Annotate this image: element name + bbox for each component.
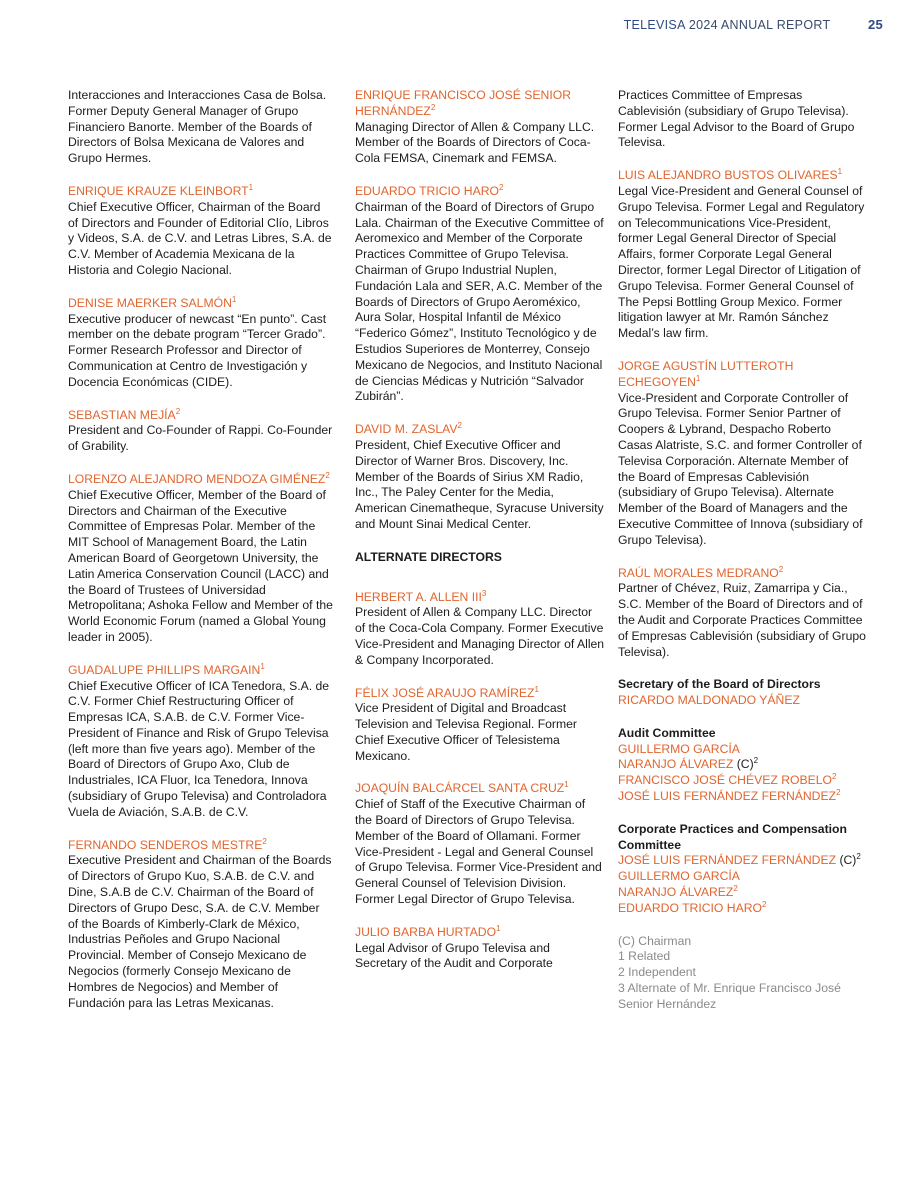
column-1 — [68, 88, 333, 1028]
director-entry — [355, 184, 605, 405]
director-bio: President of Allen & Company LLC. Director of the Coca-Cola Company. Former Executive Vice-President and Managing Director of Allen & Company Incorporated. — [355, 605, 605, 667]
director-bio: Vice President of Digital and Broadcast Television and Televisa Regional. Former Chief Executive Officer of Telesistema Mexicano. — [355, 701, 577, 763]
director-name: GUADALUPE PHILLIPS MARGAIN$^1$ — [68, 661, 265, 677]
continued-text: Interacciones and Interacciones Casa de Bolsa. Former Deputy General Manager of Grupo Financiero Banorte. Member of the Boards of Directors of Bolsa Mexicana de Valores and Grupo Hermes. — [68, 88, 327, 166]
brand-name: TELEVISA — [623, 18, 686, 32]
legend-item: 3 Alternate of Mr. Enrique Francisco José Senior Hernández — [618, 981, 841, 1011]
audit-committee-label: Audit Committee — [618, 725, 716, 740]
alternate-entry — [618, 566, 866, 661]
director-entry — [68, 408, 333, 455]
committee-member: GUILLERMO GARCÍA — [618, 741, 740, 756]
alternate-entry — [355, 781, 605, 907]
legend — [618, 934, 866, 1013]
director-entry — [355, 88, 605, 167]
director-name: FERNANDO SENDEROS MESTRE$^2$ — [68, 836, 267, 852]
committee-member: NARANJO ÁLVAREZ $(C)^2$ — [618, 756, 759, 772]
alternate-entry — [355, 925, 605, 972]
secretary-label: Secretary of the Board of Directors — [618, 677, 821, 692]
legend-item: (C) Chairman — [618, 933, 692, 948]
committee-member: GUILLERMO GARCÍA — [618, 869, 740, 884]
director-name: DENISE MAERKER SALMÓN$^1$ — [68, 294, 237, 310]
page-header — [624, 17, 883, 32]
director-entry — [68, 472, 333, 646]
director-bio: Chairman of the Board of Directors of Grupo Lala. Chairman of the Executive Committee of Aeromexico and Member of the Corporate Practices Committee of Grupo Televisa. Chairman of Grupo Industrial Nuplen, Fundación Lala and SER, A.C. Member of the Boards of Directors of Grupo Aeroméxico, Aura Solar, Hospital Infantil de México “Federico Gómez”, Instituto Tecnológico y de Estudios Superiores de Monterrey, Consejo Mexicano de Negocios, and Instituto Nacional de Ciencias Médicas y Nutrición “Salvador Zubirán”. — [355, 199, 604, 404]
report-title: 2024 ANNUAL REPORT — [688, 18, 831, 32]
director-name: FÉLIX JOSÉ ARAUJO RAMÍREZ$^1$ — [355, 684, 539, 700]
committee-member: JOSÉ LUIS FERNÁNDEZ FERNÁNDEZ $(C)^2$ — [618, 852, 861, 868]
director-entry — [68, 184, 333, 279]
director-bio: Chief of Staff of the Executive Chairman of the Board of Directors of Grupo Televisa. Member of the Board of Ollamani. Former Vice-President - Legal and General Counsel of Grupo Televisa. Former Vice-President and General Counsel of Television Division. Former Legal Director of Grupo Televisa. — [355, 797, 602, 907]
committee-member: EDUARDO TRICIO HARO$^2$ — [618, 899, 767, 915]
director-name: DAVID M. ZASLAV$^2$ — [355, 421, 462, 437]
director-name: RAÚL MORALES MEDRANO$^2$ — [618, 564, 784, 580]
director-name: LORENZO ALEJANDRO MENDOZA GIMÉNEZ$^2$ — [68, 470, 330, 486]
director-bio: Chief Executive Officer, Member of the Board of Directors and Chairman of the Executive Committee of Empresas Polar. Member of the MIT School of Management Board, the Latin American Board of Georgetown University, the Latin America Conservation Council (LACC) and the Board of Trustees of Universidad Metropolitana; Ashoka Fellow and Member of the World Economic Forum (named a Global Young leader in 2005). — [68, 487, 333, 644]
director-entry — [68, 296, 333, 391]
director-name: ENRIQUE KRAUZE KLEINBORT$^1$ — [68, 182, 254, 198]
director-bio: Chief Executive Officer of ICA Tenedora, S.A. de C.V. Former Chief Restructuring Officer of Empresas ICA, S.A.B. de C.V. Former Vice-President of Finance and Risk of Grupo Televisa (left more than five years ago). Member of the Board of Directors of Grupo Axo, Club de Industriales, ICA Fluor, Ica Tenedora, Innova (subsidiary of Grupo Televisa) and Controladora Vuela de Aviación, S.A.B. de C.V. — [68, 678, 330, 819]
column-2 — [355, 88, 605, 989]
alternate-entry — [355, 590, 605, 669]
director-bio: Vice-President and Corporate Controller of Grupo Televisa. Former Senior Partner of Coopers & Lybrand, Despacho Roberto Casas Alatriste, S.C. and former Controller of Televisa Corporación. Alternate Member of the Board of Empresas Cablevisión (subsidiary of Grupo Televisa). Alternate Member of the Board of Managers and the Executive Committee of Innova (subsidiary of Grupo Televisa). — [618, 390, 863, 547]
director-bio: Executive President and Chairman of the Boards of Directors of Grupo Kuo, S.A.B. de C.V. and Dine, S.A.B de C.V. Chairman of the Board of Directors of Grupo Desc, S.A. de C.V. Member of the Boards of Kimberly-Clark de México, Industrias Peñoles and Grupo Nacional Provincial. Member of Consejo Mexicano de Negocios (formerly Consejo Mexicano de Hombres de Negocios) and Member of Fundación para las Letras Mexicanas. — [68, 853, 332, 1010]
legend-item: 2 Independent — [618, 965, 696, 980]
director-bio: President, Chief Executive Officer and Director of Warner Bros. Discovery, Inc. Member of the Boards of Sirius XM Radio, Inc., The Paley Center for the Media, American Cinematheque, Syracuse University and Mount Sinai Medical Center. — [355, 437, 604, 531]
director-bio: Partner of Chévez, Ruiz, Zamarripa y Cia., S.C. Member of the Board of Directors and of the Audit and Corporate Practices Committee of Empresas Cablevisión (subsidiary of Grupo Televisa). — [618, 581, 866, 659]
director-name: JORGE AGUSTÍN LUTTEROTH ECHEGOYEN$^1$ — [618, 358, 794, 389]
director-bio: Executive producer of newcast “En punto”. Cast member on the debate program “Tercer Grado”. Former Research Professor and Director of Communication at Centro de Investigación y Docencia Económicas (CIDE). — [68, 311, 327, 389]
alternate-entry — [355, 686, 605, 765]
page-number: 25 — [867, 17, 883, 32]
director-name: EDUARDO TRICIO HARO$^2$ — [355, 182, 504, 198]
committee-member: JOSÉ LUIS FERNÁNDEZ FERNÁNDEZ$^2$ — [618, 788, 841, 804]
director-bio: Chief Executive Officer, Chairman of the Board of Directors and Founder of Editorial Clío, Libros y Videos, S.A. de C.V. and Letras Libres, S.A. de C.V. Member of Academia Mexicana de la Historia and Colegio Nacional. — [68, 199, 332, 277]
section-title-alternate-directors: ALTERNATE DIRECTORS — [355, 549, 502, 564]
committee-member: FRANCISCO JOSÉ CHÉVEZ ROBELO$^2$ — [618, 772, 837, 788]
alternate-entry — [618, 359, 866, 549]
column-3 — [618, 88, 866, 1030]
director-name: JOAQUÍN BALCÁRCEL SANTA CRUZ$^1$ — [355, 780, 569, 796]
director-entry — [68, 838, 333, 1012]
director-bio: Legal Vice-President and General Counsel of Grupo Televisa. Former Legal and Regulatory on Telecommunications Vice-President, former Legal General Director of Special Affairs, former Corporate Legal General Director, former Legal Director of Litigation of Grupo Televisa. Former General Counsel of The Pepsi Bottling Group Mexico. Former litigation lawyer at Mr. Ramón Sánchez Medal’s law firm. — [618, 183, 865, 341]
committee-member: NARANJO ÁLVAREZ$^2$ — [618, 884, 738, 900]
director-entry — [68, 663, 333, 821]
director-bio: President and Co-Founder of Rappi. Co-Founder of Grability. — [68, 423, 333, 454]
director-name: LUIS ALEJANDRO BUSTOS OLIVARES$^1$ — [618, 167, 843, 183]
director-bio: Managing Director of Allen & Company LLC. Member of the Boards of Directors of Coca-Cola FEMSA, Cinemark and FEMSA. — [355, 119, 595, 166]
continued-text: Practices Committee of Empresas Cablevisión (subsidiary of Grupo Televisa). Former Legal Advisor to the Board of Grupo Televisa. — [618, 88, 855, 150]
corporate-practices-label: Corporate Practices and Compensation Committee — [618, 821, 847, 852]
director-name: HERBERT A. ALLEN III$^3$ — [355, 588, 487, 604]
director-name: SEBASTIAN MEJÍA$^2$ — [68, 406, 181, 422]
alternate-entry — [618, 168, 866, 342]
legend-item: 1 Related — [618, 949, 671, 964]
secretary-block — [618, 677, 866, 709]
director-bio: Legal Advisor of Grupo Televisa and Secretary of the Audit and Corporate — [355, 940, 553, 971]
audit-committee-block — [618, 726, 866, 805]
director-entry — [355, 422, 605, 533]
director-name: ENRIQUE FRANCISCO JOSÉ SENIOR HERNÁNDEZ$^2$ — [355, 88, 572, 118]
director-name: JULIO BARBA HURTADO$^1$ — [355, 923, 501, 939]
corporate-practices-block — [618, 822, 866, 917]
secretary-name: RICARDO MALDONADO YÁÑEZ — [618, 693, 800, 708]
